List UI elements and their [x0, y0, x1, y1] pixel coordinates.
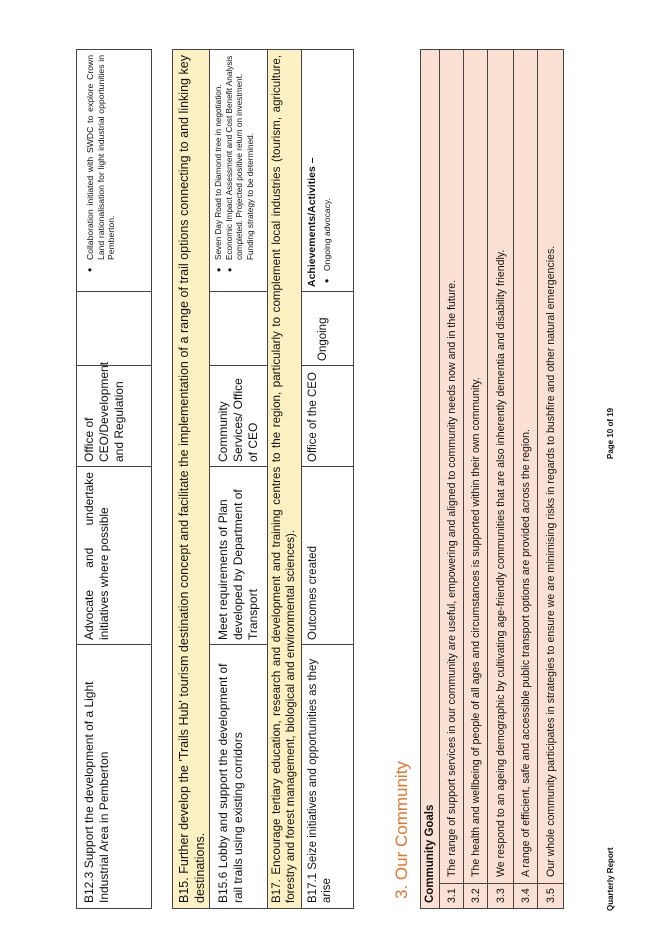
goal-number: 3.4: [519, 888, 532, 903]
b12-3-achievements: [82, 50, 120, 292]
b17-header: B17. Encourage tertiary education, research and development and training centres to the region, particularly to complement local industries (tourism, agriculture, forestry and forest management, biological and environmental sciences).: [268, 50, 301, 908]
b15-6-responsibility: Community Services/ Office of CEO: [216, 378, 260, 462]
goal-number: 3.3: [494, 888, 507, 903]
section-title: 3. Our Community: [392, 761, 411, 899]
achievement-item: • Seven Day Road to Diamond tree in negotiation.: [214, 55, 225, 260]
goals-heading: Community Goals: [424, 804, 436, 903]
goal-text: The range of support services in our community are useful, empowering and aligned to community needs now and in the future.: [440, 280, 463, 884]
goal-number: 3.5: [544, 888, 557, 903]
b17-1-objective: B17.1 Seize initiatives and opportunities as they arise: [307, 658, 333, 903]
table-b15-b17: [172, 49, 354, 909]
goal-text: We respond to an ageing demographic by cultivating age-friendly communities that are also inherently dementia and disability friendly.: [488, 250, 513, 884]
goal-row: [463, 50, 487, 908]
footer-page-number: Page 10 of 19: [606, 407, 615, 459]
achievement-item: • Ongoing advocacy.: [322, 55, 333, 271]
goal-row: [487, 50, 513, 908]
goal-text: A range of efficient, safe and accessible public transport options are provided across the region.: [514, 429, 537, 884]
b15-6-action: Meet requirements of Plan developed by Department of Transport: [216, 489, 260, 640]
achievement-item: • Collaboration initiated with SWDC to explore Crown Land rationalisation for light industrial opportunities in Pemberton.: [85, 55, 117, 260]
achievements-heading: Achievements/Activities –: [306, 157, 318, 287]
goal-number: 3.1: [445, 888, 458, 903]
b17-1-status: Ongoing: [317, 317, 329, 361]
b12-3-action: Advocate and undertake initiatives where possible: [82, 472, 111, 640]
b15-6-status: [213, 292, 219, 366]
goal-row: [439, 50, 463, 908]
b17-1-achievements: [303, 50, 336, 292]
b15-6-achievements: [211, 50, 259, 292]
footer-report-name: Quarterly Report: [606, 847, 615, 911]
b15-6-objective: B15.6 Lobby and support the development of rail trails using existing corridors: [216, 663, 245, 903]
b17-1-responsibility: Office of the CEO: [307, 372, 319, 462]
b12-3-responsibility: Office of CEO/Development and Regulation: [82, 361, 126, 462]
b17-1-action: Outcomes created: [307, 546, 319, 640]
goal-text: Our whole community participates in strategies to ensure we are minimising risks in regards to bushfire and other natural emergencies.: [538, 246, 563, 884]
community-goals: [420, 49, 564, 909]
goal-row: [513, 50, 537, 908]
b15-header: B15. Further develop the 'Trails Hub' tourism destination concept and facilitate the implementation of a range of trail options connecting to and linking key destinations.: [173, 50, 209, 908]
b12-3-objective: B12.3 Support the development of a Light Industrial Area in Pemberton: [82, 681, 111, 903]
goal-row: [537, 50, 563, 908]
table-b12: [76, 49, 152, 909]
b12-3-status: [79, 292, 85, 366]
achievement-item: • Economic Impact Assessment and Cost Benefit Analysis completed. Projected positive return on investment. Funding strategy to be determined.: [225, 55, 257, 260]
goal-number: 3.2: [469, 888, 482, 903]
goal-text: The health and wellbeing of people of all ages and circumstances is supported within their own community.: [464, 377, 487, 884]
